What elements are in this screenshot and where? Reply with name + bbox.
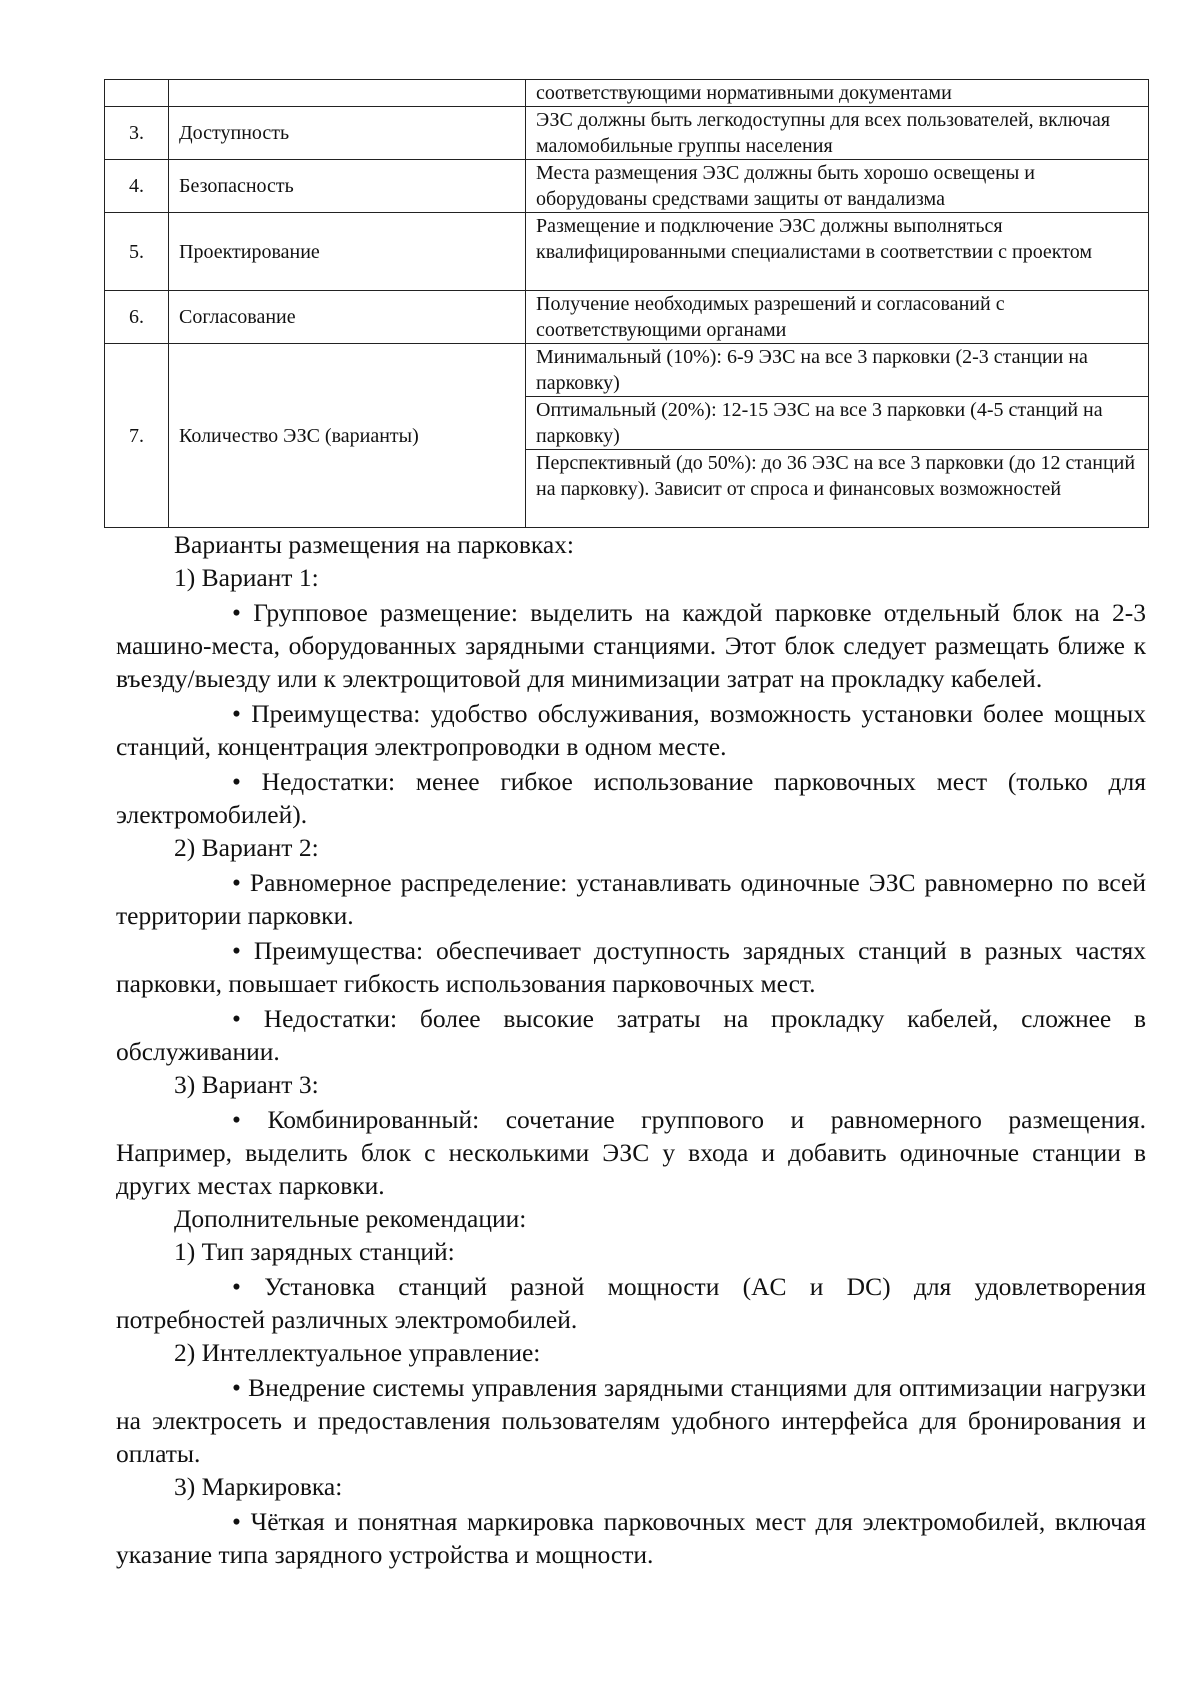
bullet-icon: • bbox=[232, 1272, 241, 1301]
requirements-table bbox=[104, 79, 1149, 528]
paragraph-text: Установка станций разной мощности (AC и DC) для удовлетворения потребностей различных электромобилей. bbox=[116, 1272, 1147, 1334]
body-text bbox=[116, 528, 1146, 1571]
bullet-paragraph bbox=[116, 1371, 1146, 1470]
bullet-icon: • bbox=[232, 868, 241, 897]
row-number: 6. bbox=[105, 291, 169, 344]
table-row bbox=[105, 291, 1149, 344]
row-description: Перспективный (до 50%): до 36 ЭЗС на все 3 парковки (до 12 станций на парковку). Зависит от спроса и финансовых возможностей bbox=[526, 450, 1149, 528]
paragraph-text: Недостатки: менее гибкое использование парковочных мест (только для электромобилей). bbox=[116, 767, 1146, 829]
bullet-paragraph bbox=[116, 1505, 1146, 1571]
variant-heading: 1) Вариант 1: bbox=[174, 563, 319, 592]
table-row bbox=[105, 344, 1149, 397]
bullet-icon: • bbox=[232, 767, 241, 796]
row-name: Доступность bbox=[169, 107, 526, 160]
bullet-paragraph bbox=[116, 1270, 1146, 1336]
row-number: 3. bbox=[105, 107, 169, 160]
paragraph-text: Чёткая и понятная маркировка парковочных мест для электромобилей, включая указание типа зарядного устройства и мощности. bbox=[116, 1507, 1147, 1569]
row-name: Безопасность bbox=[169, 160, 526, 213]
paragraph-text: Внедрение системы управления зарядными станциями для оптимизации нагрузки на электросеть и предоставления пользователям удобного интерфейса для бронирования и оплаты. bbox=[116, 1373, 1147, 1468]
row-number: 4. bbox=[105, 160, 169, 213]
row-description: соответствующими нормативными документами bbox=[526, 80, 1149, 107]
bullet-paragraph bbox=[116, 1103, 1146, 1202]
bullet-paragraph bbox=[116, 934, 1146, 1000]
recommendation-heading: 2) Интеллектуальное управление: bbox=[174, 1338, 541, 1367]
bullet-icon: • bbox=[232, 1373, 241, 1402]
table-row bbox=[105, 213, 1149, 291]
table-row bbox=[105, 107, 1149, 160]
bullet-icon: • bbox=[232, 598, 241, 627]
bullet-icon: • bbox=[232, 1507, 241, 1536]
paragraph-text: Преимущества: удобство обслуживания, возможность установки более мощных станций, концентрация электропроводки в одном месте. bbox=[116, 699, 1147, 761]
table-row bbox=[105, 80, 1149, 107]
row-name: Количество ЭЗС (варианты) bbox=[169, 344, 526, 528]
table-row bbox=[105, 160, 1149, 213]
bullet-icon: • bbox=[232, 699, 241, 728]
row-description: Минимальный (10%): 6-9 ЭЗС на все 3 парковки (2-3 станции на парковку) bbox=[526, 344, 1149, 397]
recommendation-heading: 3) Маркировка: bbox=[174, 1472, 343, 1501]
bullet-paragraph bbox=[116, 765, 1146, 831]
bullet-paragraph bbox=[116, 1002, 1146, 1068]
section-heading: Дополнительные рекомендации: bbox=[174, 1204, 527, 1233]
paragraph-text: Преимущества: обеспечивает доступность зарядных станций в разных частях парковки, повышает гибкость использования парковочных мест. bbox=[116, 936, 1147, 998]
bullet-icon: • bbox=[232, 1105, 241, 1134]
row-name: Проектирование bbox=[169, 213, 526, 291]
row-description: Размещение и подключение ЭЗС должны выполняться квалифицированными специалистами в соответствии с проектом bbox=[526, 213, 1149, 291]
paragraph-text: Комбинированный: сочетание группового и равномерного размещения. Например, выделить блок с несколькими ЭЗС у входа и добавить одиночные станции в других местах парковки. bbox=[116, 1105, 1147, 1200]
paragraph-text: Недостатки: более высокие затраты на прокладку кабелей, сложнее в обслуживании. bbox=[116, 1004, 1147, 1066]
row-name: Согласование bbox=[169, 291, 526, 344]
paragraph-text: Групповое размещение: выделить на каждой парковке отдельный блок на 2-3 машино-места, оборудованных зарядными станциями. Этот блок следует размещать ближе к въезду/выезду или к электрощитовой для минимизации затрат на прокладку кабелей. bbox=[116, 598, 1147, 693]
row-description: Оптимальный (20%): 12-15 ЭЗС на все 3 парковки (4-5 станций на парковку) bbox=[526, 397, 1149, 450]
bullet-icon: • bbox=[232, 1004, 241, 1033]
row-description: Получение необходимых разрешений и согласований с соответствующими органами bbox=[526, 291, 1149, 344]
bullet-paragraph bbox=[116, 697, 1146, 763]
row-description: Места размещения ЭЗС должны быть хорошо освещены и оборудованы средствами защиты от вандализма bbox=[526, 160, 1149, 213]
variant-heading: 2) Вариант 2: bbox=[174, 833, 319, 862]
bullet-paragraph bbox=[116, 596, 1146, 695]
bullet-paragraph bbox=[116, 866, 1146, 932]
variant-heading: 3) Вариант 3: bbox=[174, 1070, 319, 1099]
paragraph-text: Равномерное распределение: устанавливать одиночные ЭЗС равномерно по всей территории парковки. bbox=[116, 868, 1146, 930]
bullet-icon: • bbox=[232, 936, 241, 965]
row-number: 7. bbox=[105, 344, 169, 528]
row-number: 5. bbox=[105, 213, 169, 291]
row-description: ЭЗС должны быть легкодоступны для всех пользователей, включая маломобильные группы населения bbox=[526, 107, 1149, 160]
row-name bbox=[169, 80, 526, 107]
recommendation-heading: 1) Тип зарядных станций: bbox=[174, 1237, 455, 1266]
row-number bbox=[105, 80, 169, 107]
section-heading: Варианты размещения на парковках: bbox=[174, 530, 575, 559]
